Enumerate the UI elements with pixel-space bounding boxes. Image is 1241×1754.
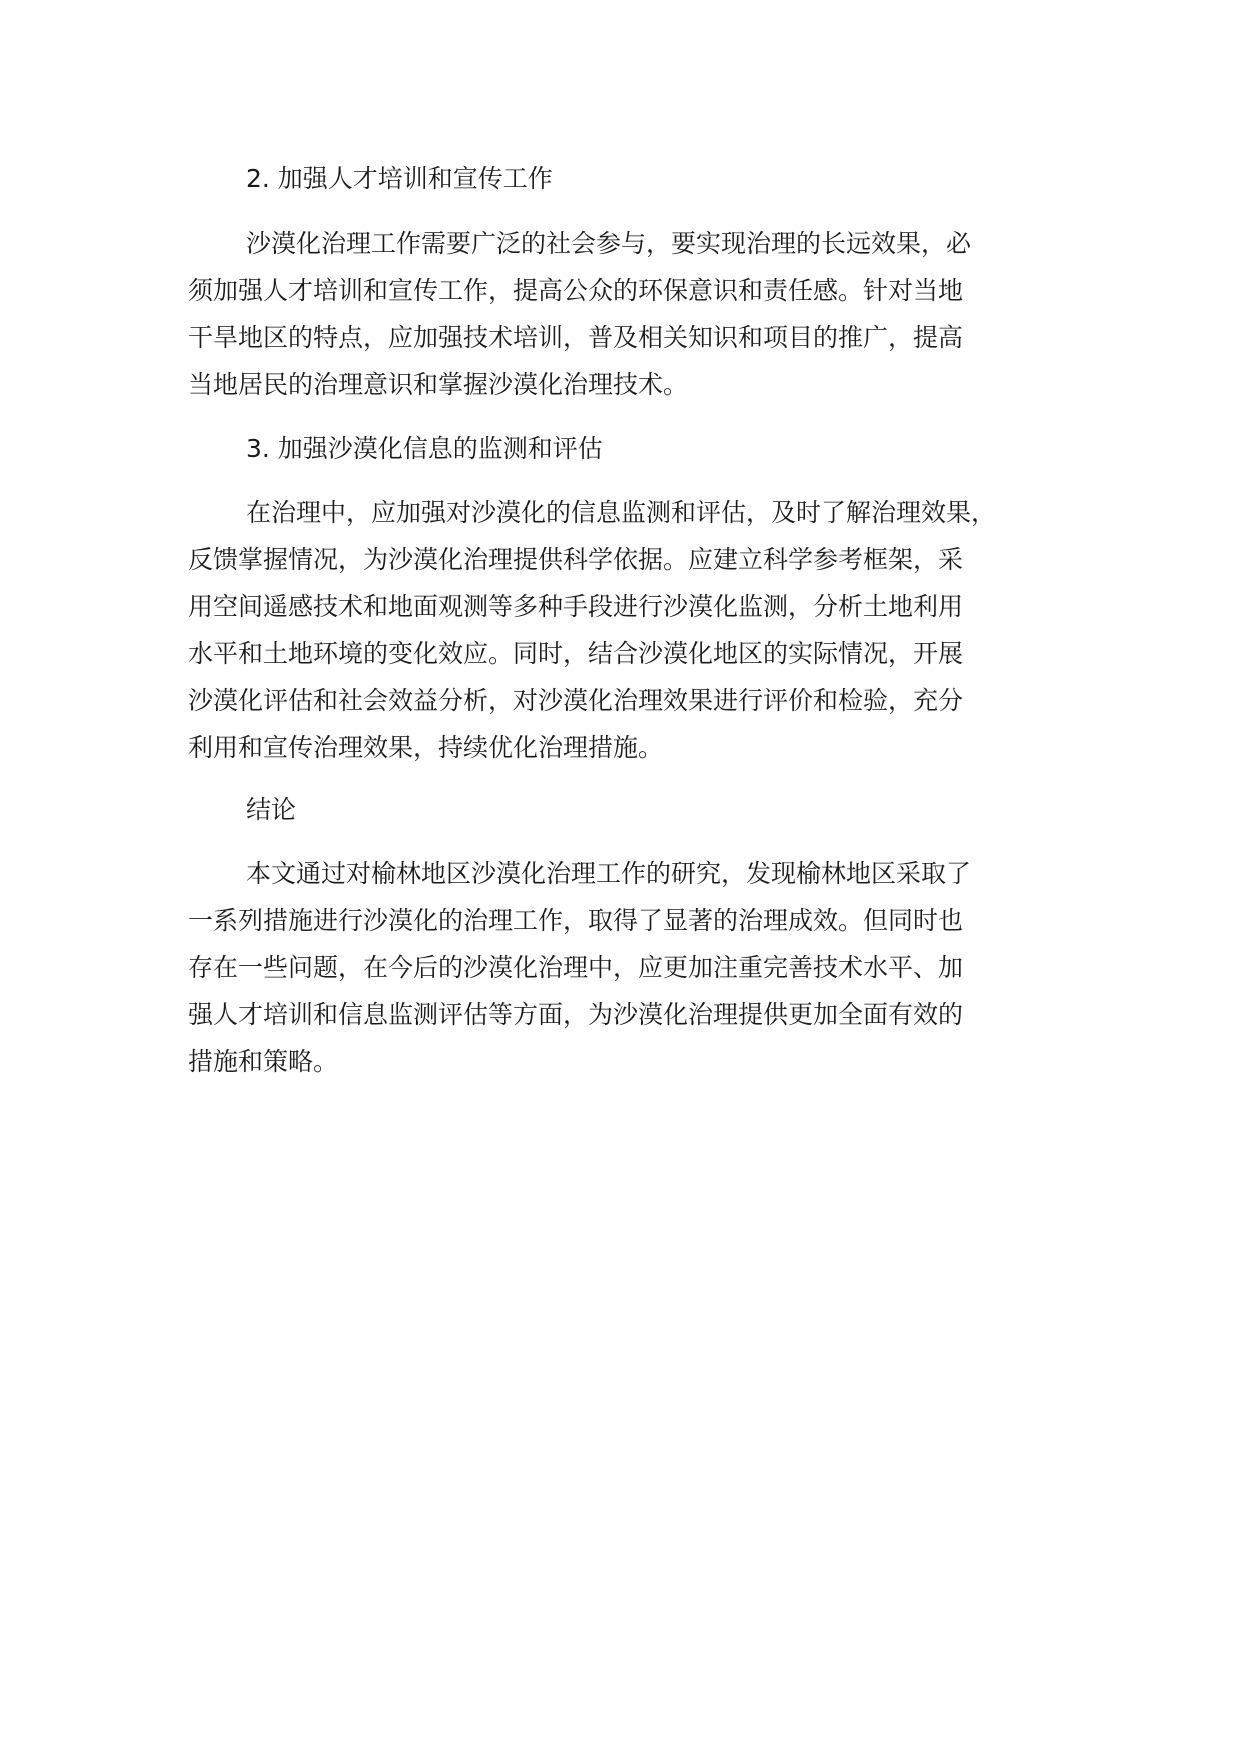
paragraph-line: 存在一些问题，在今后的沙漠化治理中，应更加注重完善技术水平、加 — [188, 953, 964, 982]
paragraph-line: 强人才培训和信息监测评估等方面，为沙漠化治理提供更加全面有效的 — [188, 1000, 964, 1029]
section-3-paragraph — [188, 489, 1088, 771]
paragraph-line: 在治理中，应加强对沙漠化的信息监测和评估，及时了解治理效果， — [246, 498, 997, 527]
section-2-paragraph — [188, 220, 1088, 408]
paragraph-line: 一系列措施进行沙漠化的治理工作，取得了显著的治理成效。但同时也 — [188, 906, 964, 935]
paragraph-line: 沙漠化评估和社会效益分析，对沙漠化治理效果进行评价和检验，充分 — [188, 686, 964, 715]
heading-text: 3. 加强沙漠化信息的监测和评估 — [246, 434, 603, 463]
paragraph-line: 措施和策略。 — [188, 1047, 339, 1076]
heading-text: 结论 — [246, 795, 297, 824]
section-3-heading — [188, 425, 1088, 472]
heading-text: 2. 加强人才培训和宣传工作 — [246, 164, 553, 193]
conclusion-paragraph — [188, 850, 1088, 1085]
paragraph-line: 干旱地区的特点，应加强技术培训，普及相关知识和项目的推广，提高 — [188, 323, 964, 352]
paragraph-line: 沙漠化治理工作需要广泛的社会参与，要实现治理的长远效果，必 — [246, 229, 972, 258]
conclusion-heading — [188, 786, 1088, 833]
paragraph-line: 当地居民的治理意识和掌握沙漠化治理技术。 — [188, 370, 689, 399]
paragraph-line: 利用和宣传治理效果，持续优化治理措施。 — [188, 733, 664, 762]
paragraph-line: 本文通过对榆林地区沙漠化治理工作的研究，发现榆林地区采取了 — [246, 859, 972, 888]
paragraph-line: 反馈掌握情况，为沙漠化治理提供科学依据。应建立科学参考框架，采 — [188, 545, 964, 574]
section-2-heading — [188, 155, 1088, 202]
paragraph-line: 水平和土地环境的变化效应。同时，结合沙漠化地区的实际情况，开展 — [188, 639, 964, 668]
paragraph-line: 用空间遥感技术和地面观测等多种手段进行沙漠化监测，分析土地利用 — [188, 592, 964, 621]
paragraph-line: 须加强人才培训和宣传工作，提高公众的环保意识和责任感。针对当地 — [188, 276, 964, 305]
